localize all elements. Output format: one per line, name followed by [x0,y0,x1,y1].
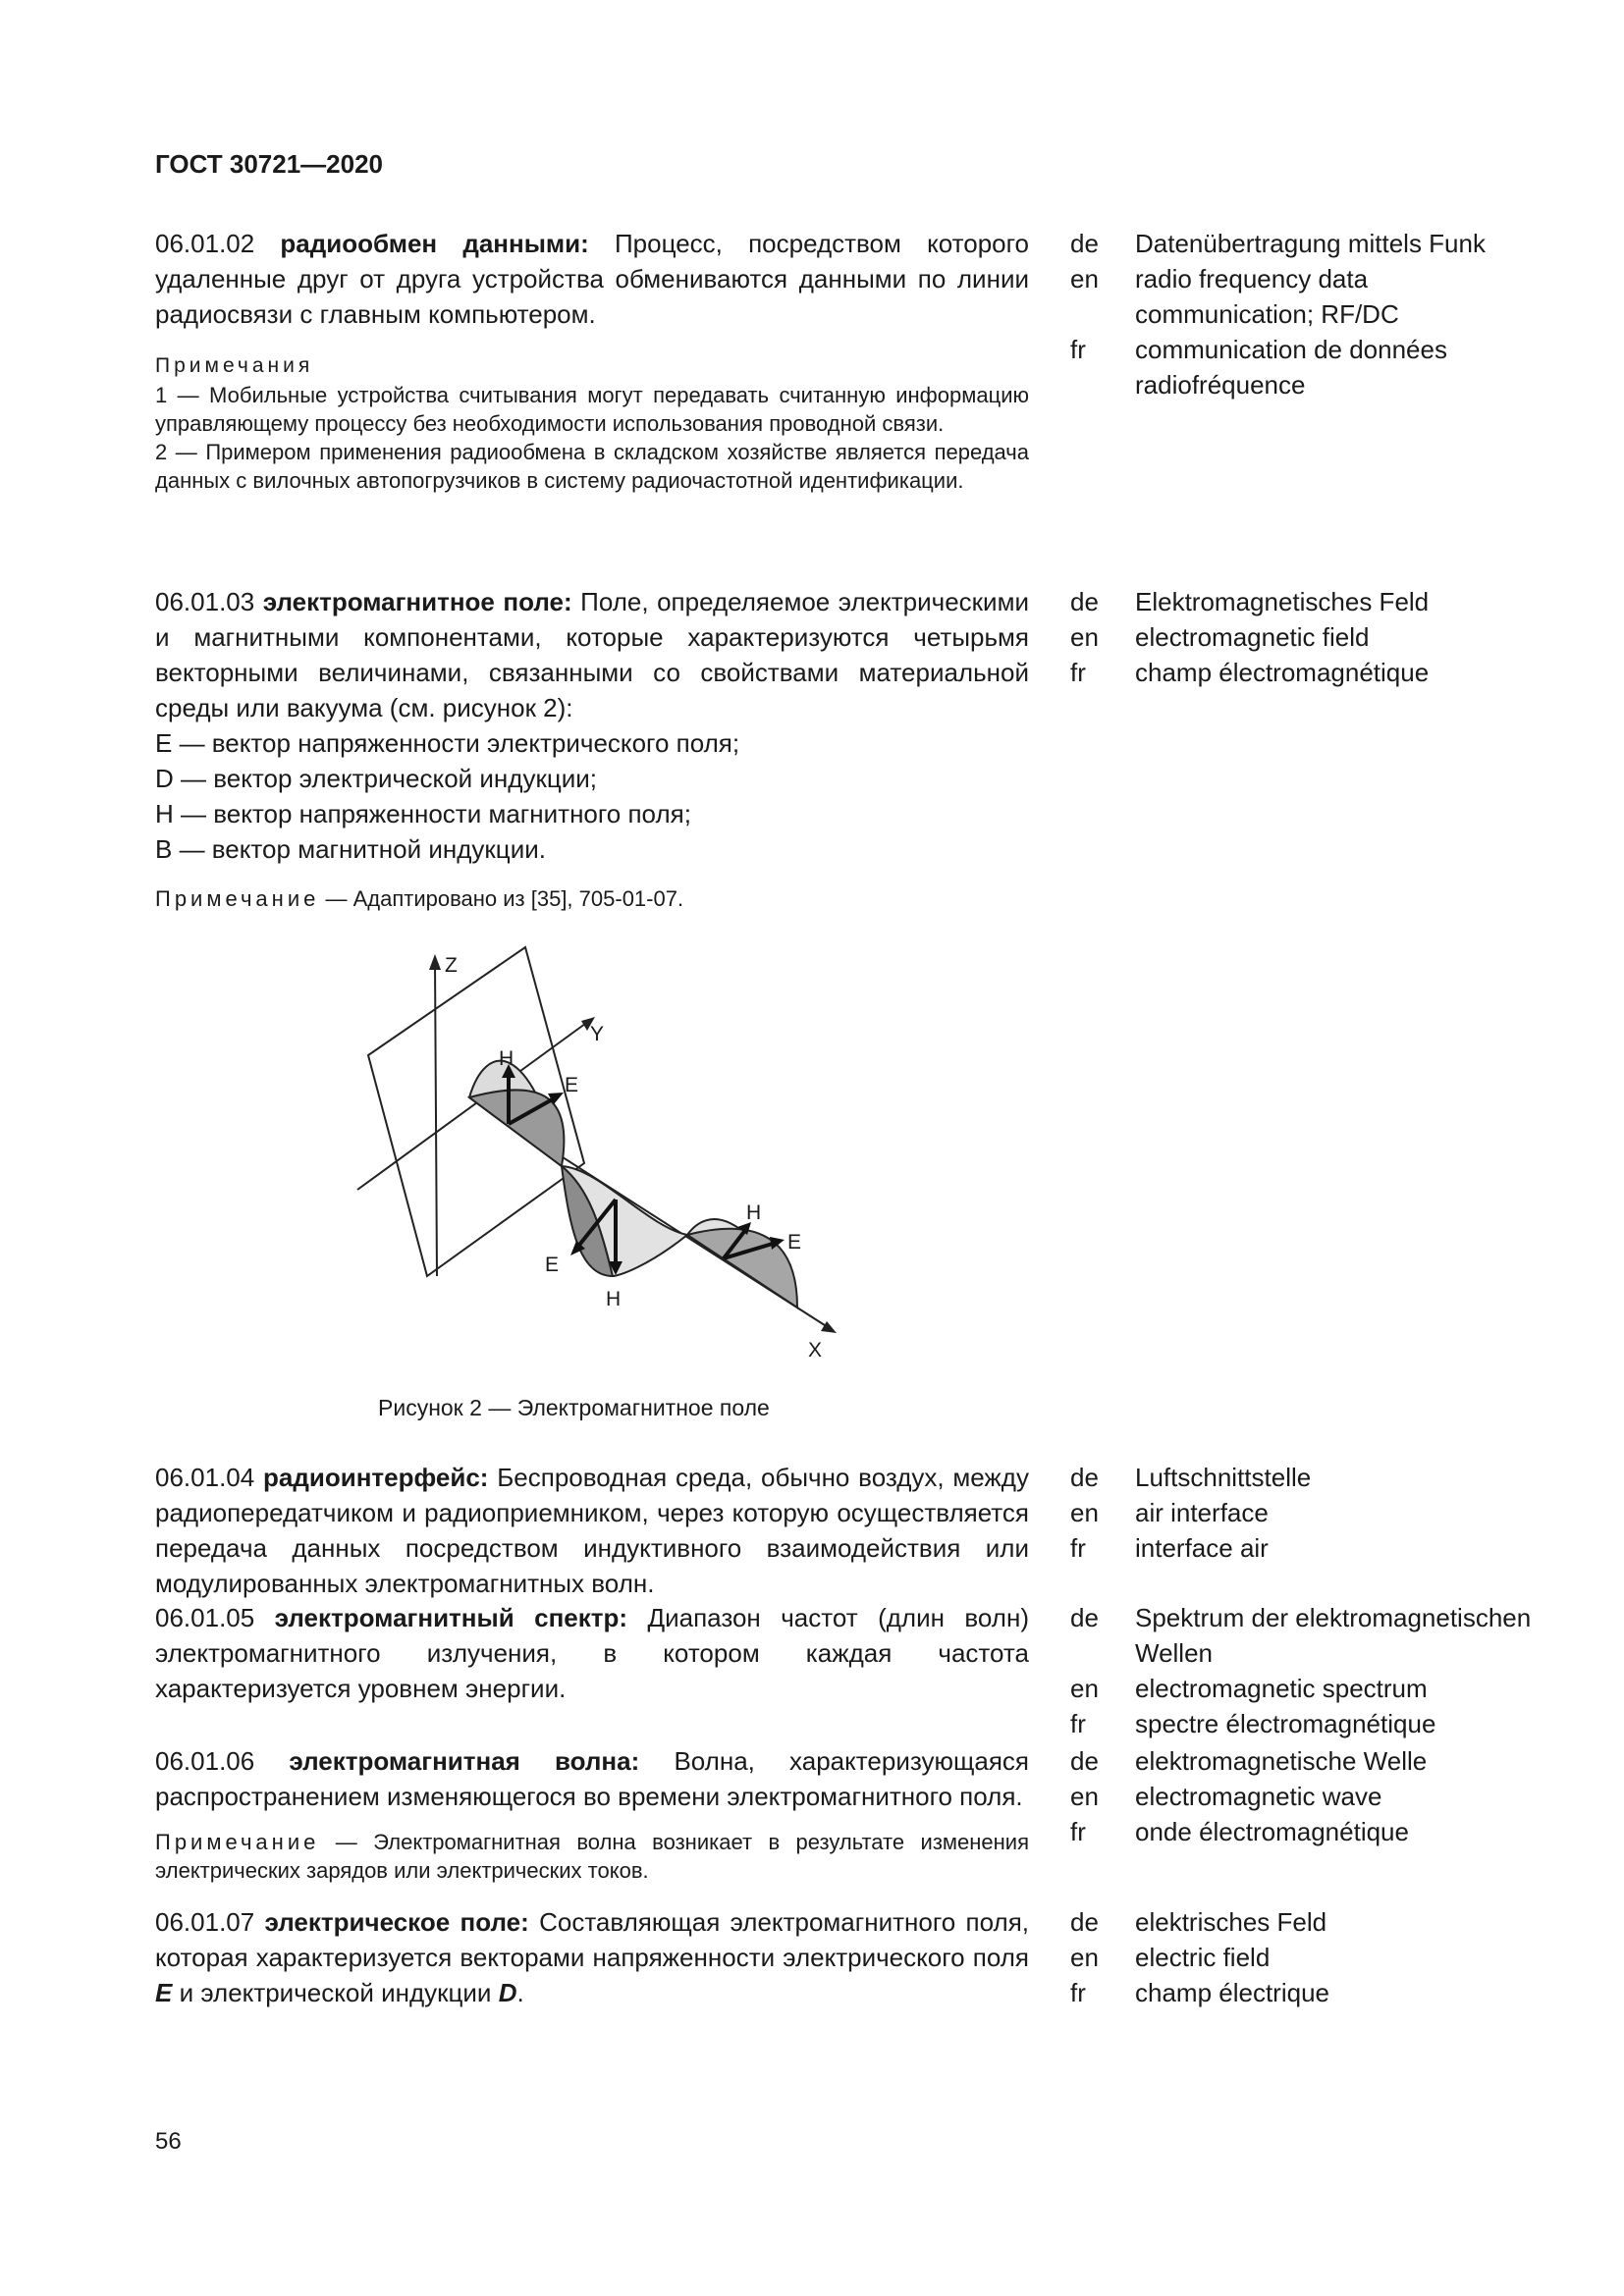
term-entry-06-01-05 [155,1600,1029,1706]
lang-code: de [1070,1603,1099,1632]
translation-fr: spectre électromagnétique [1135,1709,1436,1738]
document-header: ГОСТ 30721—2020 [155,149,383,179]
term-definition [155,1460,1029,1601]
translation-de: Elektromagnetisches Feld [1135,587,1430,616]
term-name: электромагнитная волна: [289,1746,640,1776]
term-name: радиоинтерфейс: [263,1463,489,1492]
translations-06-01-05 [1070,1600,1532,1741]
term-definition-text: Составляющая электромагнитного поля, которая характеризуется векторами напряженности электрического поля [155,1907,1029,1972]
translation-de: elektromagnetische Welle [1135,1746,1428,1776]
translations-06-01-03 [1070,584,1532,690]
term-definition [155,1743,1029,1814]
term-number: 06.01.02 [155,229,255,258]
translations-06-01-07 [1070,1904,1532,2010]
translation-en: radio frequency data communication; RF/DC [1135,264,1399,329]
lang-code: en [1070,1498,1099,1527]
y-axis-label: Y [590,1023,605,1045]
vector-line-b: B — вектор магнитной индукции. [155,834,546,864]
note-item: 1 — Мобильные устройства считывания могут передавать считанную информацию управляющему процессу без необходимости использования проводной связи. [155,383,1029,436]
term-number: 06.01.05 [155,1603,255,1632]
lang-code: fr [1070,1709,1086,1738]
term-name: радиообмен данными: [280,229,589,258]
translations-06-01-02 [1070,226,1532,402]
term-name: электромагнитный спектр: [274,1603,628,1632]
notes-heading: Примечания [155,354,314,377]
lang-code: en [1070,622,1099,652]
term-definition-text: Волна, характеризующаяся распространением изменяющегося во времени электромагнитного поля. [155,1746,1030,1811]
translation-fr: champ électromagnétique [1135,658,1430,687]
term-definition [155,584,1029,725]
lang-code: en [1070,1674,1099,1703]
translation-de: Luftschnittstelle [1135,1463,1312,1492]
lang-code: de [1070,587,1099,616]
term-definition-text: Процесс, посредством которого удаленные друг от друга устройства обмениваются данными по линии радиосвязи с главным компьютером. [155,229,1029,329]
lang-code: en [1070,264,1099,294]
note-text: — Электромагнитная волна возникает в результате изменения электрических зарядов или электрических токов. [155,1830,1030,1883]
h-label: H [746,1201,762,1224]
term-entry-06-01-03 [155,584,1029,913]
vector-line-e: E — вектор напряженности электрического поля; [155,728,740,758]
note-text: — Адаптировано из [35], 705-01-07. [325,886,684,911]
term-number: 06.01.06 [155,1746,255,1776]
figure-caption: Рисунок 2 — Электромагнитное поле [378,1395,770,1420]
term-definition-text: и электрической индукции [179,1978,492,2007]
em-field-figure [334,937,864,1369]
translations-06-01-06 [1070,1743,1532,1849]
translation-en: electromagnetic spectrum [1135,1674,1428,1703]
e-label: E [565,1074,579,1096]
translation-en: electromagnetic field [1135,622,1370,652]
h-label: H [606,1288,622,1310]
vector-line-h: H — вектор напряженности магнитного поля; [155,799,691,828]
term-definition [155,226,1029,332]
lang-code: de [1070,1463,1099,1492]
e-label: E [545,1254,560,1276]
x-axis-arrowhead [821,1321,837,1333]
term-number: 06.01.04 [155,1463,255,1492]
note-item: 2 — Примером применения радиообмена в складском хозяйстве является передача данных с вилочных автопогрузчиков в систему радиочастотной идентификации. [155,440,1029,493]
translation-de: Datenübertragung mittels Funk [1135,229,1486,258]
term-number: 06.01.03 [155,587,255,616]
translation-en: electromagnetic wave [1135,1782,1382,1811]
lang-code: de [1070,229,1099,258]
lang-code: fr [1070,1533,1086,1563]
term-definition-end: . [516,1978,524,2007]
term-entry-06-01-02 [155,226,1029,495]
lang-code: de [1070,1907,1099,1937]
translation-fr: onde électromagnétique [1135,1817,1409,1846]
lang-code: de [1070,1746,1099,1776]
translation-en: air interface [1135,1498,1269,1527]
translation-fr: communication de données radiofréquence [1135,335,1447,400]
z-axis-arrowhead [429,954,441,970]
note-inline [155,884,1029,913]
term-definition [155,1904,1029,2010]
term-name: электромагнитное поле: [262,587,572,616]
translation-en: electric field [1135,1943,1271,1972]
e-label: E [787,1231,802,1254]
x-axis-label: X [808,1339,823,1362]
term-name: электрическое поле: [264,1907,529,1937]
translation-fr: champ électrique [1135,1978,1329,2007]
h-label: H [499,1047,514,1070]
term-definition-text: Поле, определяемое электрическими и магнитными компонентами, которые характеризуются четырьмя векторными величинами, связанными со свойствами материальной среды или вакуума (см. рисунок 2): [155,587,1029,722]
term-entry-06-01-07 [155,1904,1029,2010]
translation-de: Spektrum der elektromagnetischen Wellen [1135,1603,1532,1668]
translations-06-01-04 [1070,1460,1532,1566]
lang-code: fr [1070,658,1086,687]
note-inline [155,1828,1029,1885]
term-definition-text: Беспроводная среда, обычно воздух, между радиопередатчиком и радиоприемником, через которую осуществляется передача данных посредством индуктивного взаимодействия или модулированных электромагнитных волн. [155,1463,1029,1598]
lang-code: fr [1070,335,1086,364]
symbol-d: D [498,1978,517,2007]
note-label: Примечание [155,1830,320,1854]
lang-code: fr [1070,1817,1086,1846]
z-axis-label: Z [445,954,458,977]
translation-de: elektrisches Feld [1135,1907,1327,1937]
term-entry-06-01-04 [155,1460,1029,1601]
note-label: Примечание [155,886,320,911]
term-definition-text: Диапазон частот (длин волн) электромагнитного излучения, в котором каждая частота характеризуется уровнем энергии. [155,1603,1029,1703]
lang-code: en [1070,1943,1099,1972]
term-definition [155,1600,1029,1706]
vector-line-d: D — вектор электрической индукции; [155,764,597,793]
symbol-e: E [155,1978,173,2007]
translation-fr: interface air [1135,1533,1269,1563]
term-entry-06-01-06 [155,1743,1029,1885]
term-number: 06.01.07 [155,1907,255,1937]
lang-code: en [1070,1782,1099,1811]
page-number: 56 [155,2128,182,2155]
lang-code: fr [1070,1978,1086,2007]
